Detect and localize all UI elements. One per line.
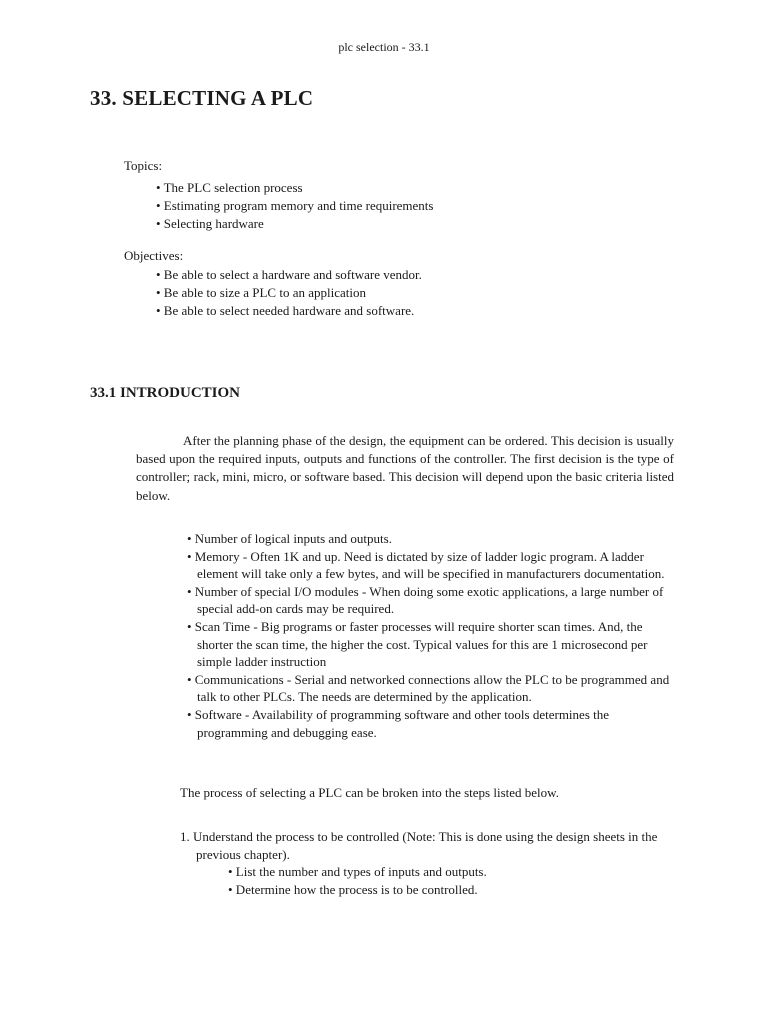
substep-item: • List the number and types of inputs and outputs. xyxy=(228,864,487,880)
objective-item: • Be able to select a hardware and software vendor. xyxy=(156,267,422,282)
step-item xyxy=(180,828,674,898)
objective-item: • Be able to select needed hardware and software. xyxy=(156,303,415,318)
criteria-list xyxy=(180,530,674,741)
substeps-list xyxy=(196,863,674,898)
topic-item: • The PLC selection process xyxy=(156,180,303,195)
steps-list xyxy=(180,828,674,898)
criteria-item: • Number of special I/O modules - When doing some exotic applications, a large number of special add-on cards may be required. xyxy=(187,583,664,617)
substep-item: • Determine how the process is to be controlled. xyxy=(228,881,478,897)
criteria-item: • Memory - Often 1K and up. Need is dictated by size of ladder logic program. A ladder element will take only a few bytes, and will be specified in manufacturers documentation. xyxy=(187,548,665,582)
objective-item: • Be able to size a PLC to an application xyxy=(156,285,366,300)
process-intro: The process of selecting a PLC can be broken into the steps listed below. xyxy=(180,785,559,800)
objectives-label: Objectives: xyxy=(124,248,184,263)
criteria-item: • Scan Time - Big programs or faster processes will require shorter scan times. And, the shorter the scan time, the higher the cost. Typical values for this are 1 microsecond per simple ladder instruction xyxy=(187,618,648,670)
objectives-list xyxy=(156,266,422,320)
running-header: plc selection - 33.1 xyxy=(338,40,430,54)
topic-item: • Estimating program memory and time requirements xyxy=(156,198,434,213)
topics-list xyxy=(156,179,433,233)
chapter-title: 33. SELECTING A PLC xyxy=(90,86,314,110)
section-title: 33.1 INTRODUCTION xyxy=(90,385,241,401)
intro-paragraph: After the planning phase of the design, the equipment can be ordered. This decision is usually based upon the required inputs, outputs and functions of the controller. The first decision is the type of controller; rack, mini, micro, or software based. This decision will depend upon the basic criteria listed below. xyxy=(136,433,674,503)
step-text: 1. Understand the process to be controlled (Note: This is done using the design sheets in the previous chapter). xyxy=(180,829,658,862)
criteria-item: • Communications - Serial and networked connections allow the PLC to be programmed and talk to other PLCs. The needs are determined by the application. xyxy=(187,671,670,705)
criteria-item: • Software - Availability of programming software and other tools determines the programming and debugging ease. xyxy=(187,706,610,740)
topics-label: Topics: xyxy=(124,158,163,173)
criteria-item: • Number of logical inputs and outputs. xyxy=(187,531,392,546)
topic-item: • Selecting hardware xyxy=(156,216,264,231)
